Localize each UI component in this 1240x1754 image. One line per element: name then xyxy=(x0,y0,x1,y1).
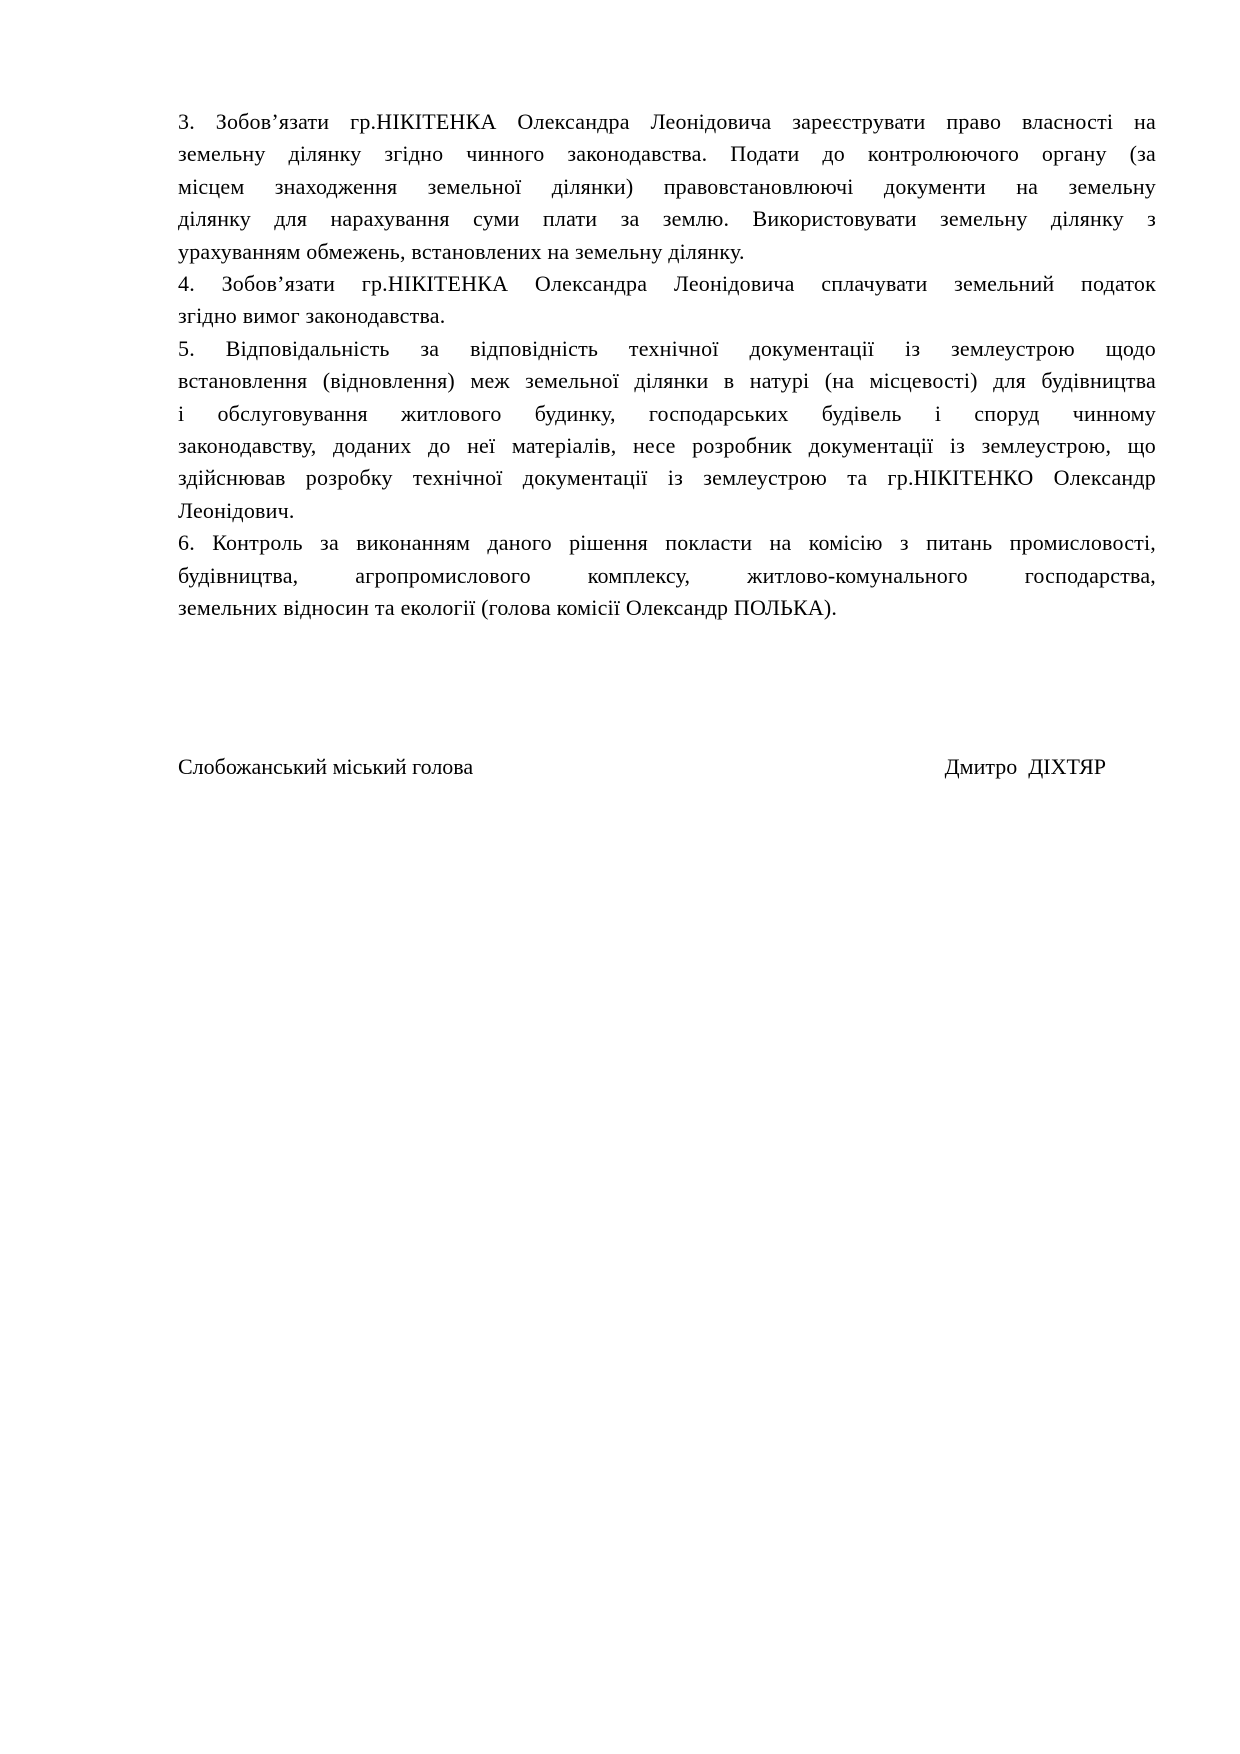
document-body xyxy=(178,106,1156,625)
paragraph-item-4 xyxy=(178,268,1156,333)
text-line: земельних відносин та екології (голова комісії Олександр ПОЛЬКА). xyxy=(178,595,838,621)
paragraph-item-5 xyxy=(178,333,1156,527)
text-line: земельну ділянку згідно чинного законодавства. Подати до контролюючого органу (за xyxy=(178,141,1156,167)
text-line: встановлення (відновлення) меж земельної ділянки в натурі (на місцевості) для будівництва xyxy=(178,368,1156,394)
signature-row xyxy=(178,752,1156,782)
paragraph-item-6 xyxy=(178,527,1156,624)
text-line: 3. Зобов’язати гр.НІКІТЕНКА Олександра Леонідовича зареєструвати право власності на xyxy=(178,109,1156,134)
text-line: місцем знаходження земельної ділянки) правовстановлюючі документи на земельну xyxy=(178,173,1156,199)
text-line: законодавству, доданих до неї матеріалів, несе розробник документації із землеустрою, що xyxy=(178,433,1156,459)
text-line: 4. Зобов’язати гр.НІКІТЕНКА Олександра Леонідовича сплачувати земельний податок xyxy=(178,271,1156,297)
signer-name: Дмитро ДІХТЯР xyxy=(944,754,1106,779)
signer-title: Слобожанський міський голова xyxy=(178,754,474,779)
text-line: згідно вимог законодавства. xyxy=(178,303,446,329)
text-line: будівництва, агропромислового комплексу, житлово-комунального господарства, xyxy=(178,562,1156,588)
paragraph-item-3 xyxy=(178,106,1156,268)
text-line: ділянку для нарахування суми плати за землю. Використовувати земельну ділянку з xyxy=(178,206,1156,232)
text-line: 5. Відповідальність за відповідність технічної документації із землеустрою щодо xyxy=(178,335,1156,361)
text-line: урахуванням обмежень, встановлених на земельну ділянку. xyxy=(178,238,745,264)
text-line: здійснював розробку технічної документації із землеустрою та гр.НІКІТЕНКО Олександр xyxy=(178,465,1156,491)
text-line: Леонідович. xyxy=(178,497,295,523)
text-line: 6. Контроль за виконанням даного рішення покласти на комісію з питань промисловості, xyxy=(178,530,1156,556)
text-line: і обслуговування житлового будинку, господарських будівель і споруд чинному xyxy=(178,400,1156,426)
